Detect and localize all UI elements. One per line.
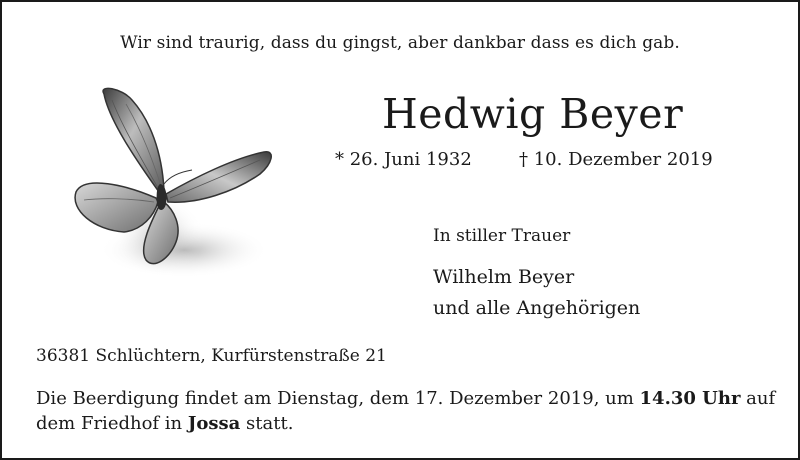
funeral-text-2: auf dem Friedhof in [36, 388, 776, 434]
funeral-text-1: Die Beerdigung findet am Dienstag, dem 17. Dezember 2019, um [36, 388, 640, 409]
death-date-line [519, 149, 713, 170]
deceased-name: Hedwig Beyer [382, 90, 684, 138]
mourners-list [433, 262, 640, 324]
birth-date: 26. Juni 1932 [349, 149, 472, 170]
death-cross-icon: † [519, 149, 528, 170]
mourner-relatives: und alle Angehörigen [433, 297, 641, 319]
funeral-time: 14.30 Uhr [639, 388, 741, 409]
birth-star-icon: * [335, 149, 344, 170]
funeral-place: Jossa [187, 413, 241, 434]
birth-date-line [335, 149, 472, 170]
death-date: 10. Dezember 2019 [533, 149, 713, 170]
funeral-details [36, 386, 776, 436]
motto-text: Wir sind traurig, dass du gingst, aber dankbar dass es dich gab. [120, 33, 680, 53]
butterfly-icon [64, 80, 284, 295]
address-line: 36381 Schlüchtern, Kurfürstenstraße 21 [36, 346, 387, 366]
mourner-name: Wilhelm Beyer [433, 266, 575, 288]
mourning-intro: In stiller Trauer [433, 226, 571, 246]
funeral-text-3: statt. [240, 413, 294, 434]
